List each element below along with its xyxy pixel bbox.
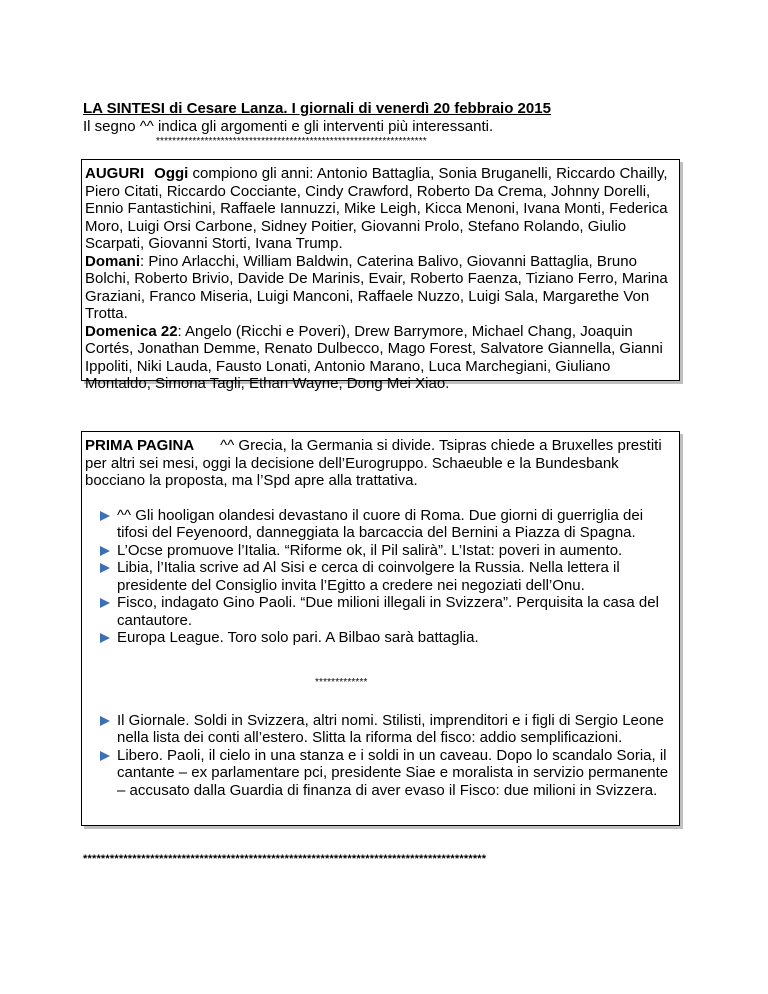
domani-label: Domani xyxy=(85,252,141,270)
prima-news-list xyxy=(85,507,673,647)
header-separator: ******************************************************************* xyxy=(156,136,427,147)
triangle-bullet-icon xyxy=(100,716,110,726)
triangle-bullet-icon xyxy=(100,633,110,643)
list-item: Il Giornale. Soldi in Svizzera, altri nomi. Stilisti, imprenditori e i figli di Sergio Leone nella lista dei conti all’estero. Slitta la riforma del fisco: addio semplificazioni. xyxy=(85,712,673,747)
auguri-heading: AUGURI xyxy=(85,165,145,182)
list-item: L’Ocse promuove l’Italia. “Riforme ok, il Pil salirà”. L’Istat: poveri in aumento. xyxy=(85,542,673,560)
prima-press-list xyxy=(85,712,673,800)
triangle-bullet-icon xyxy=(100,598,110,608)
list-item: Libia, l’Italia scrive ad Al Sisi e cerca di coinvolgere la Russia. Nella lettera il presidente del Consiglio invita l’Egitto a credere nei negoziati dell’Onu. xyxy=(85,559,673,594)
oggi-text: compiono gli anni: Antonio Battaglia, Sonia Bruganelli, Riccardo Chailly, Piero Citati, Riccardo Cocciante, Cindy Crawford, Roberto Da Crema, Johnny Dorelli, Ennio Fantastichini, Raffaele Iannuzzi, Mike Leigh, Kicca Menoni, Ivana Monti, Federica Moro, Luigi Orsi Carbone, Sidney Poitier, Giovanni Prolo, Stefano Rolando, Giulio Scarpati, Giovanni Storti, Ivana Trump. xyxy=(85,165,668,252)
document-header xyxy=(83,100,683,147)
domenica-text: : Angelo (Ricchi e Poveri), Drew Barrymore, Michael Chang, Joaquin Cortés, Jonathan Demme, Renato Dulbecco, Mago Forest, Salvatore Giannella, Gianni Ippoliti, Niki Lauda, Fausto Lonati, Antonio Marano, Luca Marchegiani, Giuliano Montaldo, Simona Tagli, Ethan Wayne, Dong Mei Xiao. xyxy=(85,322,663,392)
domani-text: : Pino Arlacchi, William Baldwin, Caterina Balivo, Giovanni Battaglia, Bruno Bolchi, Roberto Brivio, Davide De Marinis, Evair, Roberto Faenza, Tiziano Ferro, Marina Graziani, Franco Miseria, Luigi Manconi, Raffaele Nuzzo, Luigi Sala, Margarethe Von Trotta. xyxy=(85,252,668,322)
triangle-bullet-icon xyxy=(100,563,110,573)
triangle-bullet-icon xyxy=(100,546,110,556)
auguri-domenica xyxy=(85,323,673,393)
prima-lead xyxy=(85,437,673,490)
prima-lead-text: ^^ Grecia, la Germania si divide. Tsipras chiede a Bruxelles prestiti per altri sei mesi, oggi la decisione dell’Eurogruppo. Schaeuble e la Bundesbank bocciano la proposta, ma l’Spd apre alla trattativa. xyxy=(85,437,662,489)
section-separator: ************* xyxy=(315,676,368,688)
oggi-label: Oggi xyxy=(154,165,189,182)
list-item: ^^ Gli hooligan olandesi devastano il cuore di Roma. Due giorni di guerriglia dei tifosi del Feyenoord, danneggiata la barcaccia del Bernini a Piazza di Spagna. xyxy=(85,507,673,542)
domenica-label: Domenica 22 xyxy=(85,322,178,340)
triangle-bullet-icon xyxy=(100,511,110,521)
list-item: Europa League. Toro solo pari. A Bilbao sarà battaglia. xyxy=(85,629,673,647)
triangle-bullet-icon xyxy=(100,751,110,761)
list-item: Libero. Paoli, il cielo in una stanza e i soldi in un caveau. Dopo lo scandalo Soria, il cantante – ex parlamentare pci, presidente Siae e moralista in servizio permanente – accusato dalla Guardia di finanza di aver evaso il Fisco: due milioni in Svizzera. xyxy=(85,747,673,800)
footer-separator: ****************************************************************************************** xyxy=(83,853,487,865)
prima-heading: PRIMA PAGINA xyxy=(85,437,195,454)
auguri-box xyxy=(81,159,680,392)
document-title: LA SINTESI di Cesare Lanza. I giornali di venerdì 20 febbraio 2015 xyxy=(83,100,551,117)
auguri-domani xyxy=(85,253,673,323)
document-subtitle: Il segno ^^ indica gli argomenti e gli interventi più interessanti. xyxy=(83,117,494,135)
auguri-oggi xyxy=(85,165,673,253)
prima-pagina-box xyxy=(81,431,680,826)
list-item: Fisco, indagato Gino Paoli. “Due milioni illegali in Svizzera”. Perquisita la casa del cantautore. xyxy=(85,594,673,629)
